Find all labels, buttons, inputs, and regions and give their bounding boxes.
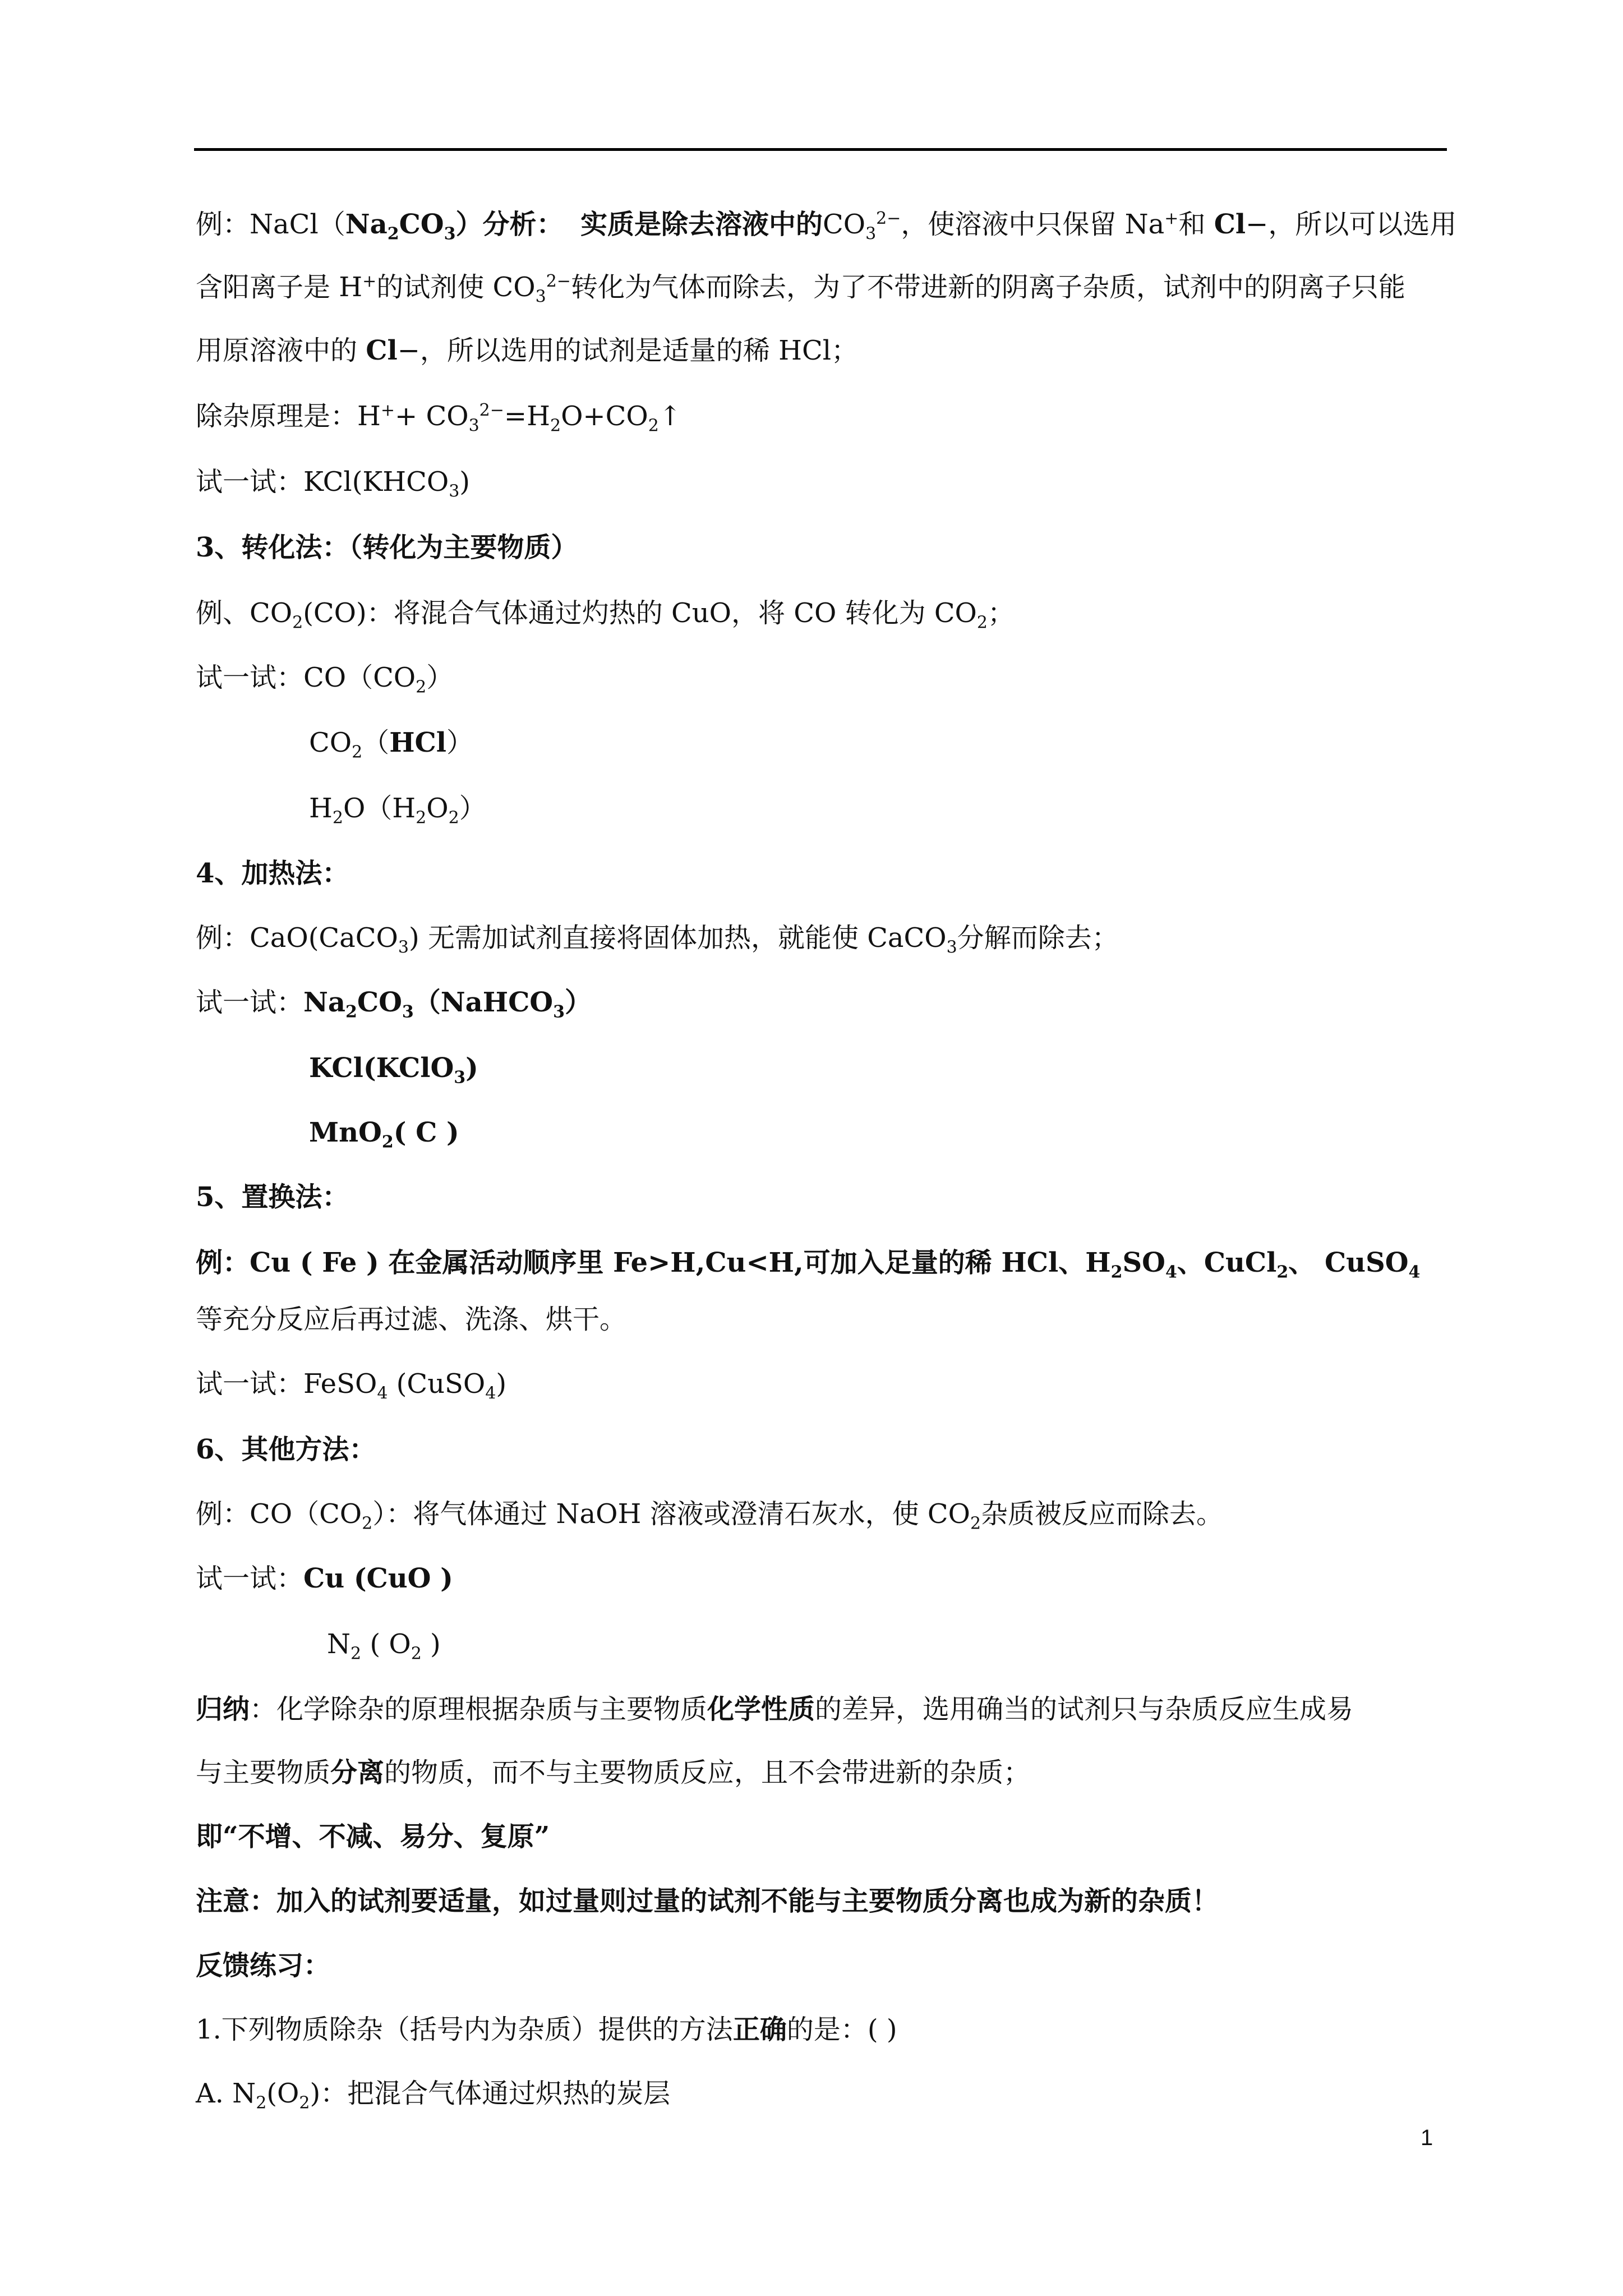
text-line: $H_2O(H_2O_2)$ [309, 793, 486, 828]
text-line: 与主要物质分离的物质，而不与主要物质反应，且不会带进新的杂质； [196, 1757, 1031, 1788]
text-line: 例、$CO_2(CO)$：将混合气体通过灼热的 CuO，将 CO 转化为 $CO_2$； [196, 597, 1015, 633]
text-line: 除杂原理是：$H^++ CO_3^{2-}=H_2O+CO_2↑$ [196, 401, 682, 436]
text-line: 即“不增、不减、易分、复原” [196, 1821, 550, 1852]
text-line: 用原溶液中的 Cl−，所以选用的试剂是适量的稀 HCl； [196, 335, 859, 366]
section-heading: 3、转化法：（转化为主要物质） [196, 532, 578, 563]
page-number: 1 [1421, 2125, 1433, 2150]
text-line: KCl(KClO$_3$) [309, 1052, 478, 1088]
text-line: 例：CaO(CaCO$_3$) 无需加试剂直接将固体加热，就能使 CaCO$_3$分解而除去； [196, 922, 1119, 958]
section-heading: 4、加热法： [196, 858, 349, 889]
text-line: 试一试：$Na_2CO_3(NaHCO_3)$ [196, 987, 592, 1022]
text-line: 1.下列物质除杂（括号内为杂质）提供的方法正确的是：( ) [196, 2014, 897, 2045]
text-line: 例：$CO(CO_2)$：将气体通过 NaOH 溶液或澄清石灰水，使 $CO_2$杂质被反应而除去。 [196, 1498, 1224, 1534]
section-heading: 6、其他方法： [196, 1434, 376, 1465]
text-line: A. $N_2(O_2)$：把混合气体通过炽热的炭层 [196, 2078, 671, 2113]
text-line: 试一试：$CO(CO_2)$ [196, 662, 454, 697]
text-line: 试一试：Cu (CuO ) [196, 1563, 453, 1594]
text-line: 等充分反应后再过滤、洗涤、烘干。 [196, 1304, 627, 1335]
text-line: MnO$_2$( C ) [309, 1117, 459, 1152]
section-heading: 5、置换法： [196, 1181, 349, 1213]
header-rule [194, 148, 1447, 151]
text-line: 注意：加入的试剂要适量，如过量则过量的试剂不能与主要物质分离也成为新的杂质！ [196, 1885, 1219, 1917]
text-line: $N_2$ ( $O_2$ ) [327, 1628, 441, 1664]
text-line: 试一试：FeSO$_4$ (CuSO$_4$) [196, 1368, 507, 1404]
text-line: $CO_2(HCl)$ [309, 727, 473, 762]
text-line: 试一试：$KCl(KHCO_3)$ [196, 466, 471, 501]
text-line: 含阳离子是 H+的试剂使 $CO_3^{2-}$转化为气体而除去，为了不带进新的阴离子杂质，试剂中的阴离子只能 [196, 272, 1405, 307]
section-heading: 反馈练习： [196, 1950, 331, 1981]
text-line: 归纳：化学除杂的原理根据杂质与主要物质化学性质的差异，选用确当的试剂只与杂质反应生成易 [196, 1694, 1354, 1725]
text-line: 例：Cu ( Fe ) 在金属活动顺序里 Fe>H,Cu<H,可加入足量的稀 HCl、$H_2SO_4$、CuCl$_2$、 CuSO$_4$ [196, 1247, 1421, 1282]
text-line: 例：$NaCl(Na_2CO_3)$分析： 实质是除去溶液中的$CO_3^{2-}$，使溶液中只保留 Na+和 Cl−，所以可以选用 [196, 209, 1457, 244]
